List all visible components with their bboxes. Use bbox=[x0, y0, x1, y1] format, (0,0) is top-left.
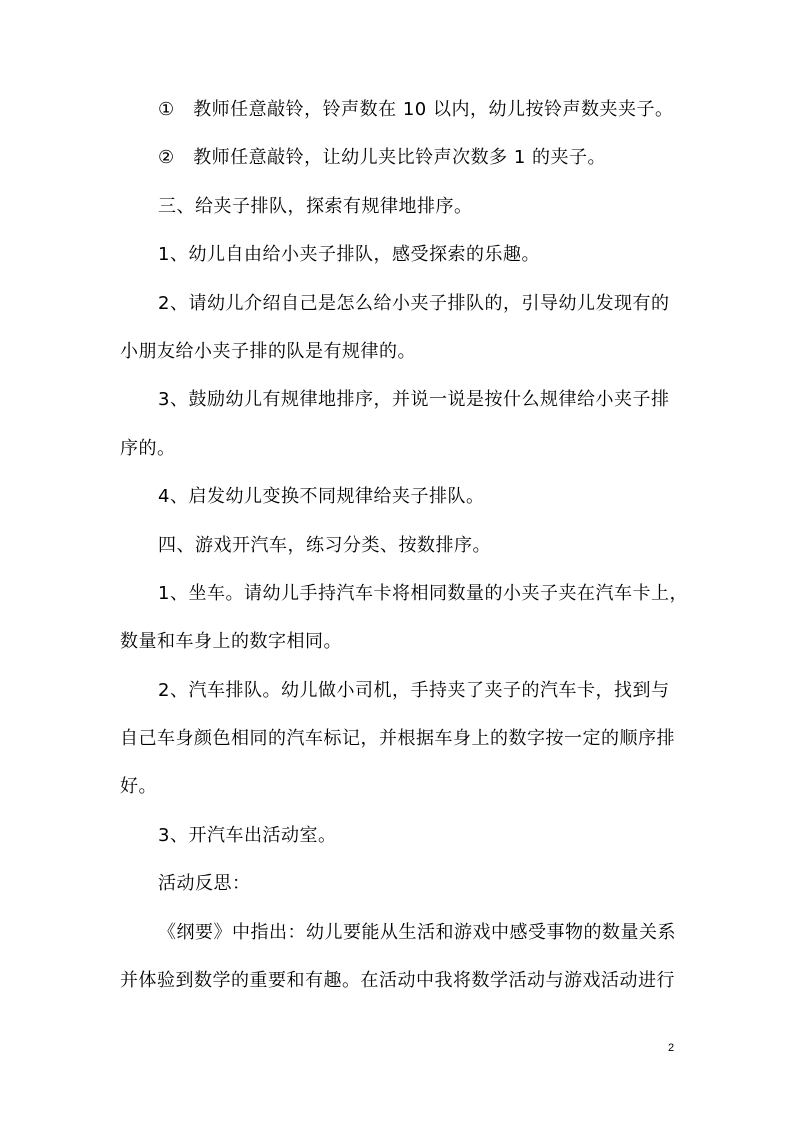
text-line-12: 数量和车身上的数字相同。 bbox=[120, 631, 342, 652]
text-line-6: 小朋友给小夹子排的队是有规律的。 bbox=[120, 341, 416, 362]
text-line-7: 3、鼓励幼儿有规律地排序，并说一说是按什么规律给小夹子排 bbox=[158, 389, 670, 410]
text-line-18: 《纲要》中指出：幼儿要能从生活和游戏中感受事物的数量关系 bbox=[158, 922, 676, 943]
page-number: 2 bbox=[668, 1042, 675, 1054]
text-line-19: 并体验到数学的重要和有趣。在活动中我将数学活动与游戏活动进行 bbox=[120, 970, 675, 991]
text-line-14: 自己车身颜色相同的汽车标记，并根据车身上的数字按一定的顺序排 bbox=[120, 728, 675, 749]
text-line-5: 2、请幼儿介绍自己是怎么给小夹子排队的，引导幼儿发现有的 bbox=[158, 293, 670, 314]
section-heading-4: 四、游戏开汽车，练习分类、按数排序。 bbox=[158, 535, 491, 556]
text-line-8: 序的。 bbox=[120, 438, 176, 459]
text-line-16: 3、开汽车出活动室。 bbox=[158, 825, 337, 846]
text-line-1: ① 教师任意敲铃，铃声数在 10 以内，幼儿按铃声数夹夹子。 bbox=[158, 99, 674, 120]
reflection-heading: 活动反思： bbox=[158, 873, 251, 894]
section-heading-3: 三、给夹子排队，探索有规律地排序。 bbox=[158, 196, 473, 217]
text-line-11: 1、坐车。请幼儿手持汽车卡将相同数量的小夹子夹在汽车卡上， bbox=[158, 583, 688, 604]
text-line-9: 4、启发幼儿变换不同规律给夹子排队。 bbox=[158, 486, 485, 507]
text-line-4: 1、幼儿自由给小夹子排队，感受探索的乐趣。 bbox=[158, 244, 540, 265]
text-line-15: 好。 bbox=[120, 776, 157, 797]
text-line-13: 2、汽车排队。幼儿做小司机，手持夹了夹子的汽车卡，找到与 bbox=[158, 680, 670, 701]
text-line-2: ② 教师任意敲铃，让幼儿夹比铃声次数多 1 的夹子。 bbox=[158, 147, 607, 168]
